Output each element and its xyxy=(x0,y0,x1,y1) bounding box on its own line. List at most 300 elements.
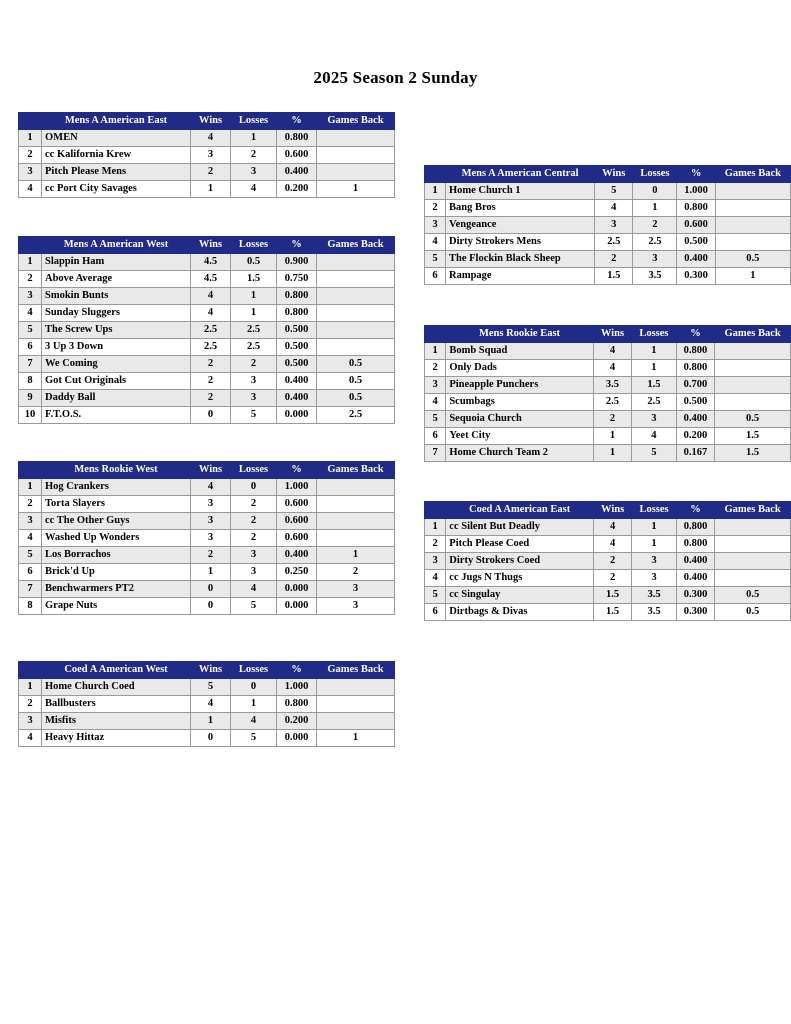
losses-value: 3 xyxy=(632,570,676,587)
column-header-pct: % xyxy=(277,113,317,130)
pct-value: 0.600 xyxy=(677,217,715,234)
column-header-pct: % xyxy=(676,326,715,343)
row-rank: 3 xyxy=(19,713,42,730)
pct-value: 0.000 xyxy=(277,407,317,424)
row-rank: 1 xyxy=(425,519,446,536)
column-header-gb: Games Back xyxy=(317,462,395,479)
wins-value: 2.5 xyxy=(191,339,231,356)
wins-value: 4 xyxy=(191,305,231,322)
pct-value: 0.700 xyxy=(676,377,715,394)
losses-value: 5 xyxy=(231,407,277,424)
row-rank: 2 xyxy=(425,360,446,377)
wins-value: 5 xyxy=(191,679,231,696)
table-row xyxy=(425,183,791,200)
wins-value: 2 xyxy=(191,373,231,390)
wins-value: 0 xyxy=(191,598,231,615)
table-row xyxy=(19,339,395,356)
games-back-value xyxy=(715,183,790,200)
pct-value: 0.600 xyxy=(277,147,317,164)
losses-value: 4 xyxy=(231,713,277,730)
team-name: Home Church Team 2 xyxy=(446,445,593,462)
games-back-value xyxy=(317,339,395,356)
column-header-losses: Losses xyxy=(633,166,677,183)
column-header-losses: Losses xyxy=(231,462,277,479)
row-rank: 2 xyxy=(425,536,446,553)
losses-value: 1 xyxy=(633,200,677,217)
wins-value: 2.5 xyxy=(593,394,631,411)
team-name: cc Kalifornia Krew xyxy=(42,147,191,164)
pct-value: 0.400 xyxy=(677,251,715,268)
standings-table-mens-a-american-east xyxy=(18,112,395,198)
pct-value: 0.200 xyxy=(277,181,317,198)
column-header-wins: Wins xyxy=(191,662,231,679)
losses-value: 3 xyxy=(231,547,277,564)
team-name: F.T.O.S. xyxy=(42,407,191,424)
games-back-value: 0.5 xyxy=(317,356,395,373)
wins-value: 4 xyxy=(593,519,631,536)
row-rank: 9 xyxy=(19,390,42,407)
column-header-wins: Wins xyxy=(593,502,631,519)
pct-value: 0.800 xyxy=(277,288,317,305)
team-name: Home Church 1 xyxy=(445,183,594,200)
losses-value: 5 xyxy=(231,730,277,747)
row-rank: 4 xyxy=(425,234,446,251)
table-corner-cell xyxy=(19,662,42,679)
team-name: Ballbusters xyxy=(42,696,191,713)
pct-value: 0.000 xyxy=(277,730,317,747)
column-header-wins: Wins xyxy=(593,326,631,343)
row-rank: 1 xyxy=(19,130,42,147)
wins-value: 2.5 xyxy=(595,234,633,251)
row-rank: 3 xyxy=(425,377,446,394)
column-header-wins: Wins xyxy=(191,237,231,254)
row-rank: 2 xyxy=(425,200,446,217)
table-row xyxy=(425,445,791,462)
pct-value: 0.000 xyxy=(277,581,317,598)
games-back-value: 0.5 xyxy=(317,390,395,407)
table-row xyxy=(19,730,395,747)
losses-value: 2.5 xyxy=(633,234,677,251)
games-back-value xyxy=(317,147,395,164)
wins-value: 1 xyxy=(191,564,231,581)
pct-value: 0.200 xyxy=(676,428,715,445)
pct-value: 0.900 xyxy=(277,254,317,271)
team-name: cc Singulay xyxy=(446,587,594,604)
games-back-value xyxy=(317,164,395,181)
games-back-value: 0.5 xyxy=(715,251,790,268)
games-back-value xyxy=(715,377,791,394)
losses-value: 2 xyxy=(633,217,677,234)
games-back-value: 1 xyxy=(715,268,790,285)
games-back-value xyxy=(715,553,791,570)
team-name: Scumbags xyxy=(446,394,593,411)
table-row xyxy=(425,553,791,570)
team-name: 3 Up 3 Down xyxy=(42,339,191,356)
losses-value: 0.5 xyxy=(231,254,277,271)
table-corner-cell xyxy=(19,237,42,254)
pct-value: 0.600 xyxy=(277,496,317,513)
games-back-value: 0.5 xyxy=(715,411,791,428)
team-name: Torta Slayers xyxy=(42,496,191,513)
losses-value: 1 xyxy=(231,288,277,305)
pct-value: 0.300 xyxy=(676,587,715,604)
pct-value: 0.800 xyxy=(677,200,715,217)
division-heading: Mens Rookie East xyxy=(446,326,593,343)
column-header-losses: Losses xyxy=(632,326,676,343)
losses-value: 3 xyxy=(632,553,676,570)
team-name: Rampage xyxy=(445,268,594,285)
row-rank: 5 xyxy=(425,411,446,428)
team-name: Dirtbags & Divas xyxy=(446,604,594,621)
games-back-value: 0.5 xyxy=(715,604,791,621)
standings-table-mens-rookie-east xyxy=(424,325,791,462)
table-row xyxy=(19,407,395,424)
column-header-pct: % xyxy=(677,166,715,183)
table-row xyxy=(425,428,791,445)
losses-value: 2 xyxy=(231,530,277,547)
wins-value: 2 xyxy=(191,356,231,373)
team-name: The Flockin Black Sheep xyxy=(445,251,594,268)
standings-table-mens-rookie-west xyxy=(18,461,395,615)
pct-value: 0.600 xyxy=(277,530,317,547)
pct-value: 0.400 xyxy=(277,390,317,407)
pct-value: 0.800 xyxy=(676,536,715,553)
row-rank: 2 xyxy=(19,147,42,164)
games-back-value xyxy=(715,519,791,536)
row-rank: 4 xyxy=(425,394,446,411)
table-row xyxy=(19,513,395,530)
wins-value: 1 xyxy=(191,713,231,730)
pct-value: 0.000 xyxy=(277,598,317,615)
table-corner-cell xyxy=(425,502,446,519)
table-row xyxy=(19,390,395,407)
row-rank: 5 xyxy=(425,251,446,268)
losses-value: 2 xyxy=(231,356,277,373)
row-rank: 1 xyxy=(19,254,42,271)
row-rank: 6 xyxy=(19,564,42,581)
games-back-value: 1 xyxy=(317,730,395,747)
column-header-gb: Games Back xyxy=(715,502,791,519)
wins-value: 0 xyxy=(191,407,231,424)
team-name: Heavy Hittaz xyxy=(42,730,191,747)
row-rank: 3 xyxy=(425,217,446,234)
losses-value: 3 xyxy=(231,164,277,181)
losses-value: 3 xyxy=(632,411,676,428)
table-row xyxy=(19,479,395,496)
column-header-wins: Wins xyxy=(595,166,633,183)
table-row xyxy=(19,288,395,305)
column-header-pct: % xyxy=(277,237,317,254)
losses-value: 3.5 xyxy=(632,604,676,621)
wins-value: 2 xyxy=(593,553,631,570)
games-back-value: 1 xyxy=(317,181,395,198)
games-back-value xyxy=(317,679,395,696)
table-row xyxy=(19,254,395,271)
games-back-value: 3 xyxy=(317,581,395,598)
row-rank: 5 xyxy=(425,587,446,604)
losses-value: 1 xyxy=(231,305,277,322)
wins-value: 1 xyxy=(593,428,631,445)
pct-value: 0.400 xyxy=(277,373,317,390)
games-back-value xyxy=(317,513,395,530)
losses-value: 3 xyxy=(231,373,277,390)
team-name: Got Cut Originals xyxy=(42,373,191,390)
column-header-gb: Games Back xyxy=(317,113,395,130)
losses-value: 0 xyxy=(231,479,277,496)
pct-value: 0.400 xyxy=(277,164,317,181)
table-row xyxy=(19,581,395,598)
games-back-value xyxy=(317,713,395,730)
losses-value: 2.5 xyxy=(632,394,676,411)
table-corner-cell xyxy=(19,113,42,130)
pct-value: 1.000 xyxy=(277,479,317,496)
wins-value: 0 xyxy=(191,730,231,747)
wins-value: 3 xyxy=(595,217,633,234)
pct-value: 0.800 xyxy=(676,343,715,360)
table-row xyxy=(19,271,395,288)
games-back-value xyxy=(317,305,395,322)
team-name: OMEN xyxy=(42,130,191,147)
games-back-value xyxy=(317,271,395,288)
team-name: Benchwarmers PT2 xyxy=(42,581,191,598)
row-rank: 7 xyxy=(19,356,42,373)
row-rank: 8 xyxy=(19,373,42,390)
division-heading: Mens A American West xyxy=(42,237,191,254)
table-row xyxy=(425,377,791,394)
wins-value: 3 xyxy=(191,513,231,530)
pct-value: 0.500 xyxy=(277,322,317,339)
row-rank: 4 xyxy=(19,305,42,322)
team-name: Dirty Strokers Mens xyxy=(445,234,594,251)
row-rank: 3 xyxy=(425,553,446,570)
team-name: cc The Other Guys xyxy=(42,513,191,530)
losses-value: 3.5 xyxy=(633,268,677,285)
losses-value: 3 xyxy=(633,251,677,268)
column-header-losses: Losses xyxy=(231,662,277,679)
wins-value: 0 xyxy=(191,581,231,598)
table-row xyxy=(425,570,791,587)
team-name: Hog Crankers xyxy=(42,479,191,496)
team-name: We Coming xyxy=(42,356,191,373)
row-rank: 6 xyxy=(425,268,446,285)
row-rank: 2 xyxy=(19,496,42,513)
wins-value: 1 xyxy=(593,445,631,462)
games-back-value: 3 xyxy=(317,598,395,615)
wins-value: 1 xyxy=(191,181,231,198)
table-row xyxy=(19,598,395,615)
row-rank: 6 xyxy=(425,604,446,621)
losses-value: 4 xyxy=(231,181,277,198)
table-row xyxy=(19,305,395,322)
team-name: cc Silent But Deadly xyxy=(446,519,594,536)
games-back-value xyxy=(715,343,791,360)
row-rank: 4 xyxy=(425,570,446,587)
wins-value: 4.5 xyxy=(191,254,231,271)
losses-value: 2.5 xyxy=(231,322,277,339)
pct-value: 0.300 xyxy=(676,604,715,621)
team-name: Only Dads xyxy=(446,360,593,377)
pct-value: 0.800 xyxy=(676,360,715,377)
losses-value: 3 xyxy=(231,564,277,581)
games-back-value: 0.5 xyxy=(317,373,395,390)
games-back-value: 1.5 xyxy=(715,428,791,445)
wins-value: 4 xyxy=(191,130,231,147)
table-row xyxy=(19,679,395,696)
column-header-gb: Games Back xyxy=(317,237,395,254)
row-rank: 2 xyxy=(19,696,42,713)
team-name: Pitch Please Coed xyxy=(446,536,594,553)
table-corner-cell xyxy=(425,326,446,343)
row-rank: 4 xyxy=(19,530,42,547)
games-back-value xyxy=(715,234,790,251)
wins-value: 2 xyxy=(595,251,633,268)
row-rank: 7 xyxy=(425,445,446,462)
row-rank: 6 xyxy=(425,428,446,445)
pct-value: 0.500 xyxy=(277,339,317,356)
wins-value: 4 xyxy=(593,343,631,360)
table-row xyxy=(425,519,791,536)
games-back-value xyxy=(317,530,395,547)
table-row xyxy=(425,268,791,285)
team-name: Sunday Sluggers xyxy=(42,305,191,322)
games-back-value xyxy=(715,570,791,587)
losses-value: 4 xyxy=(632,428,676,445)
column-header-losses: Losses xyxy=(231,237,277,254)
row-rank: 5 xyxy=(19,322,42,339)
table-row xyxy=(425,200,791,217)
games-back-value xyxy=(317,322,395,339)
row-rank: 3 xyxy=(19,513,42,530)
losses-value: 2 xyxy=(231,513,277,530)
wins-value: 1.5 xyxy=(595,268,633,285)
table-row xyxy=(19,181,395,198)
games-back-value xyxy=(715,360,791,377)
team-name: Bomb Squad xyxy=(446,343,593,360)
table-row xyxy=(19,356,395,373)
losses-value: 1 xyxy=(632,343,676,360)
wins-value: 2 xyxy=(191,164,231,181)
losses-value: 1.5 xyxy=(632,377,676,394)
wins-value: 1.5 xyxy=(593,604,631,621)
wins-value: 4 xyxy=(595,200,633,217)
pct-value: 0.500 xyxy=(676,394,715,411)
pct-value: 0.300 xyxy=(677,268,715,285)
division-heading: Mens Rookie West xyxy=(42,462,191,479)
games-back-value xyxy=(317,130,395,147)
division-heading: Mens A American Central xyxy=(445,166,594,183)
wins-value: 4 xyxy=(191,288,231,305)
column-header-pct: % xyxy=(277,662,317,679)
table-row xyxy=(19,373,395,390)
standings-table-coed-a-american-east xyxy=(424,501,791,621)
table-row xyxy=(425,251,791,268)
table-row xyxy=(19,696,395,713)
games-back-value: 2.5 xyxy=(317,407,395,424)
division-heading: Mens A American East xyxy=(42,113,191,130)
losses-value: 0 xyxy=(231,679,277,696)
losses-value: 1 xyxy=(231,130,277,147)
pct-value: 0.800 xyxy=(277,696,317,713)
team-name: cc Jugs N Thugs xyxy=(446,570,594,587)
table-row xyxy=(19,713,395,730)
pct-value: 0.200 xyxy=(277,713,317,730)
pct-value: 0.400 xyxy=(277,547,317,564)
team-name: Dirty Strokers Coed xyxy=(446,553,594,570)
games-back-value xyxy=(715,200,790,217)
wins-value: 2.5 xyxy=(191,322,231,339)
table-row xyxy=(19,322,395,339)
losses-value: 1 xyxy=(632,536,676,553)
standings-table-mens-a-american-west xyxy=(18,236,395,424)
pct-value: 1.000 xyxy=(277,679,317,696)
team-name: Yeet City xyxy=(446,428,593,445)
table-row xyxy=(19,530,395,547)
losses-value: 1.5 xyxy=(231,271,277,288)
row-rank: 7 xyxy=(19,581,42,598)
pct-value: 0.400 xyxy=(676,411,715,428)
column-header-wins: Wins xyxy=(191,462,231,479)
team-name: Slappin Ham xyxy=(42,254,191,271)
table-row xyxy=(425,360,791,377)
losses-value: 2 xyxy=(231,147,277,164)
team-name: Above Average xyxy=(42,271,191,288)
pct-value: 0.600 xyxy=(277,513,317,530)
pct-value: 0.250 xyxy=(277,564,317,581)
losses-value: 5 xyxy=(632,445,676,462)
wins-value: 3 xyxy=(191,530,231,547)
losses-value: 0 xyxy=(633,183,677,200)
column-header-pct: % xyxy=(676,502,715,519)
table-corner-cell xyxy=(425,166,446,183)
team-name: Washed Up Wonders xyxy=(42,530,191,547)
team-name: Bang Bros xyxy=(445,200,594,217)
team-name: The Screw Ups xyxy=(42,322,191,339)
table-row xyxy=(425,604,791,621)
column-header-losses: Losses xyxy=(231,113,277,130)
wins-value: 2 xyxy=(191,390,231,407)
wins-value: 4 xyxy=(191,479,231,496)
games-back-value xyxy=(317,288,395,305)
games-back-value: 2 xyxy=(317,564,395,581)
wins-value: 2 xyxy=(191,547,231,564)
losses-value: 1 xyxy=(632,360,676,377)
games-back-value: 1 xyxy=(317,547,395,564)
pct-value: 0.800 xyxy=(277,130,317,147)
row-rank: 1 xyxy=(425,343,446,360)
pct-value: 0.400 xyxy=(676,553,715,570)
games-back-value xyxy=(715,394,791,411)
row-rank: 6 xyxy=(19,339,42,356)
table-row xyxy=(19,564,395,581)
pct-value: 1.000 xyxy=(677,183,715,200)
table-corner-cell xyxy=(19,462,42,479)
pct-value: 0.800 xyxy=(676,519,715,536)
losses-value: 3 xyxy=(231,390,277,407)
pct-value: 0.500 xyxy=(277,356,317,373)
losses-value: 1 xyxy=(231,696,277,713)
losses-value: 3.5 xyxy=(632,587,676,604)
wins-value: 4 xyxy=(593,536,631,553)
column-header-gb: Games Back xyxy=(317,662,395,679)
wins-value: 5 xyxy=(595,183,633,200)
table-row xyxy=(425,234,791,251)
team-name: Sequoia Church xyxy=(446,411,593,428)
losses-value: 2.5 xyxy=(231,339,277,356)
wins-value: 4 xyxy=(593,360,631,377)
pct-value: 0.750 xyxy=(277,271,317,288)
row-rank: 3 xyxy=(19,164,42,181)
row-rank: 3 xyxy=(19,288,42,305)
